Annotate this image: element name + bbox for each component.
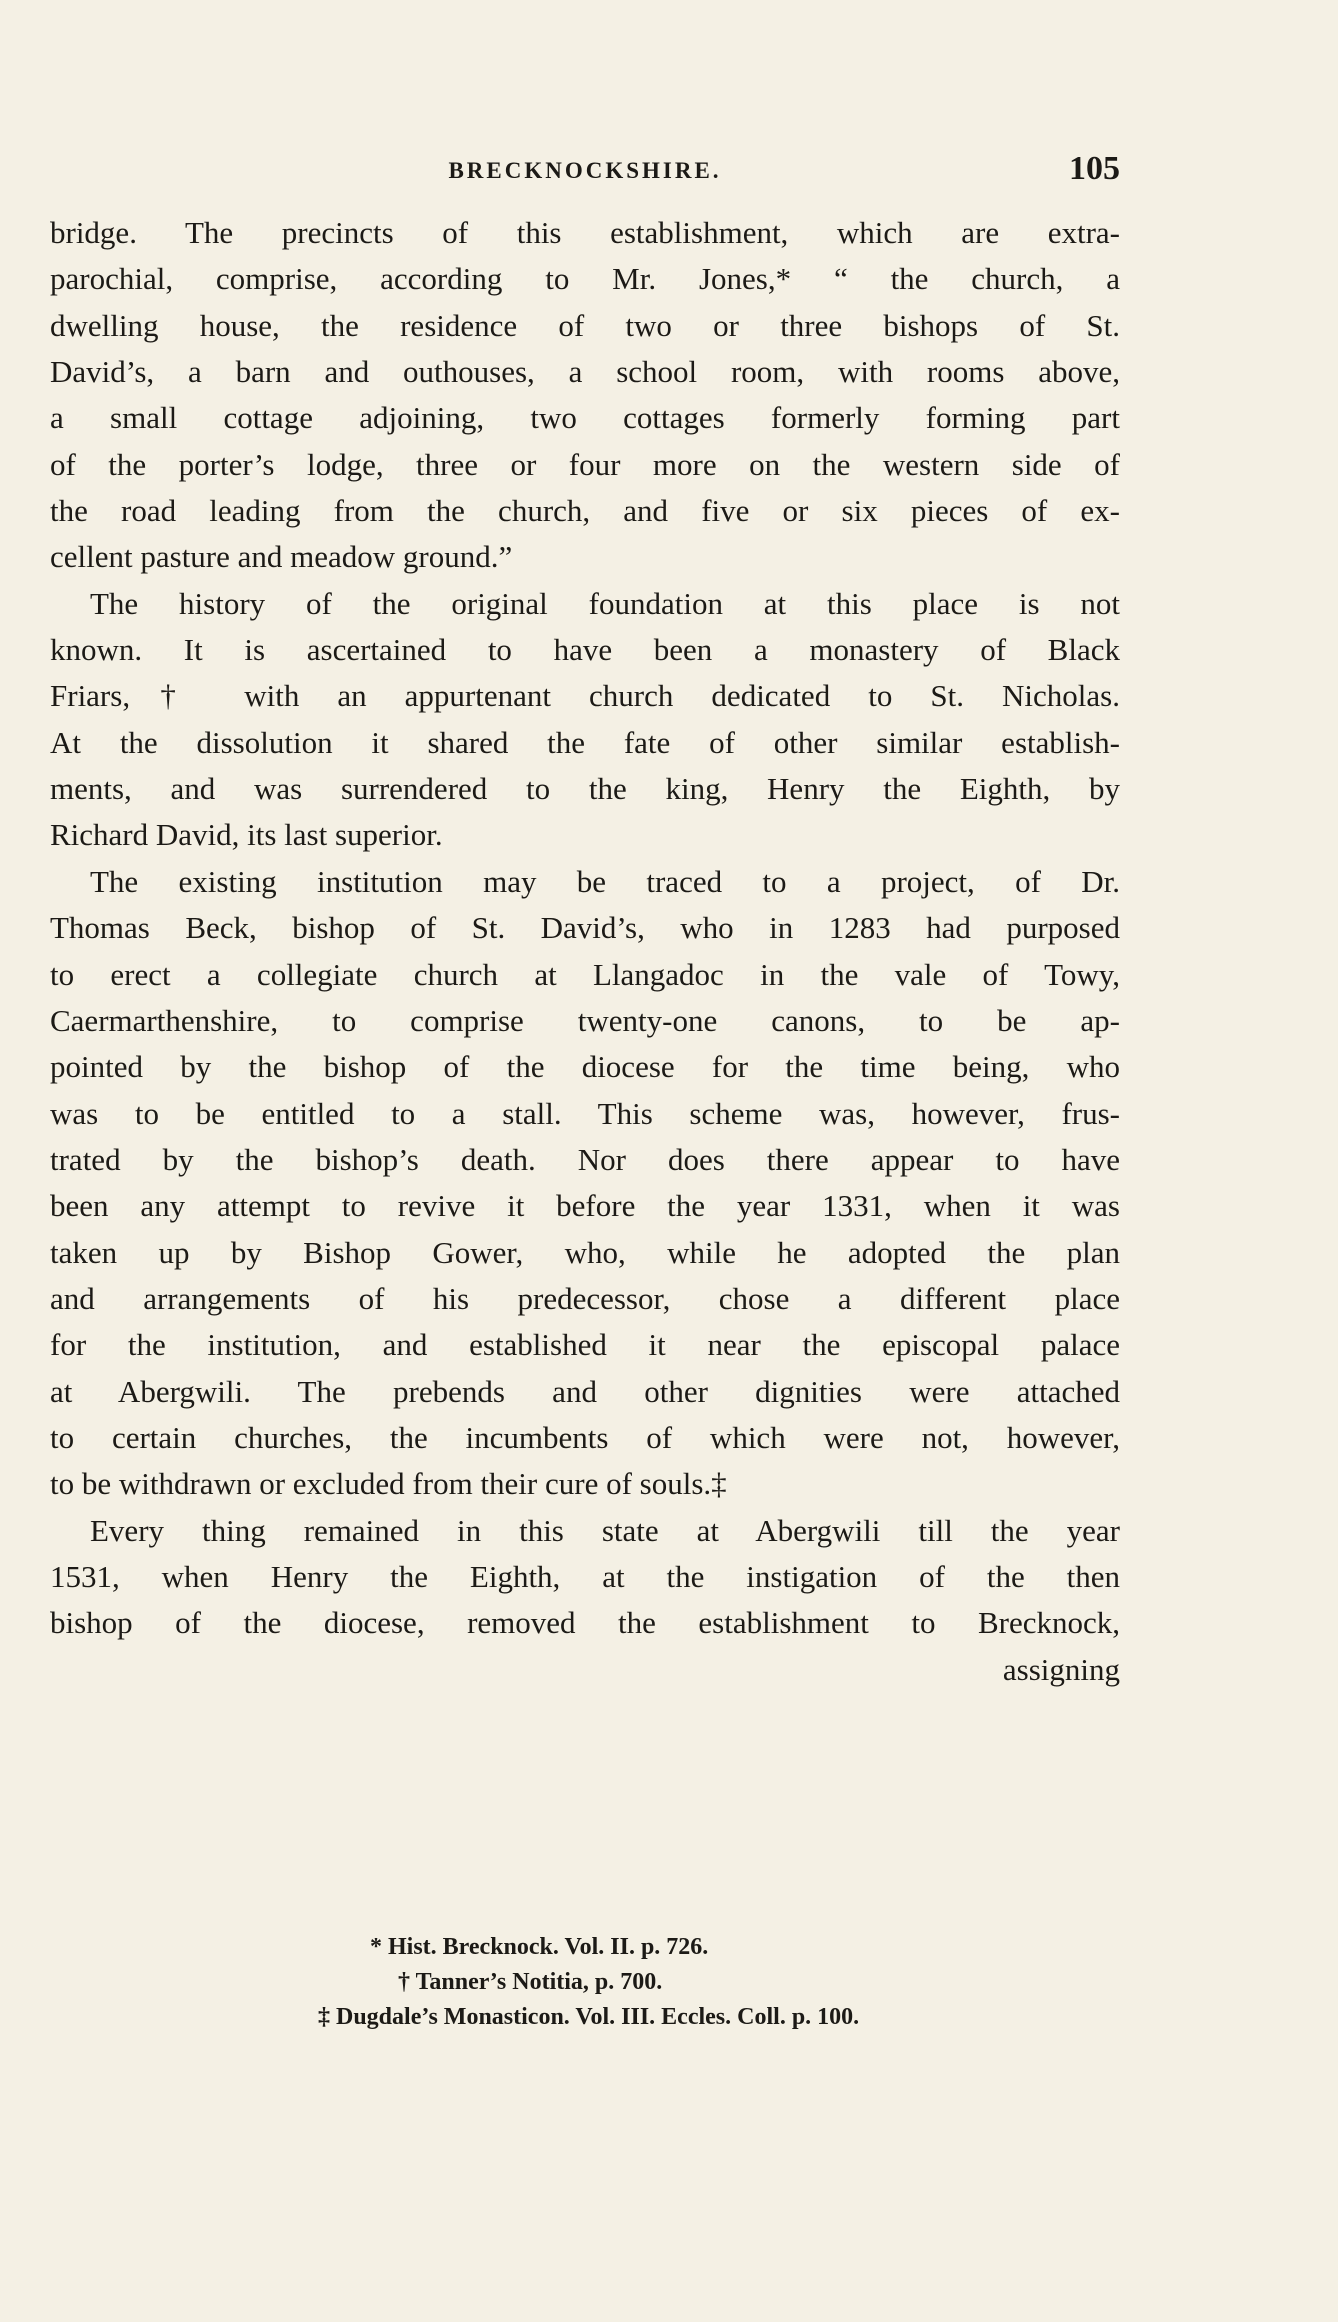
text-line: cellent pasture and meadow ground.” bbox=[50, 539, 513, 575]
text-line: was to be entitled to a stall. This scheme was, however, frus- bbox=[50, 1095, 1120, 1131]
text-line: David’s, a barn and outhouses, a school room, with rooms above, bbox=[50, 354, 1120, 390]
footnotes bbox=[50, 1930, 1120, 2035]
text-line: been any attempt to revive it before the year 1331, when it was bbox=[50, 1188, 1120, 1224]
text-line: bishop of the diocese, removed the establishment to Brecknock, bbox=[50, 1605, 1120, 1641]
catchword: assigning bbox=[1002, 1651, 1120, 1687]
text-line: Caermarthenshire, to comprise twenty-one canons, to be ap- bbox=[50, 1002, 1120, 1038]
text-line: bridge. The precincts of this establishment, which are extra- bbox=[50, 215, 1120, 250]
text-line: pointed by the bishop of the diocese for the time being, who bbox=[50, 1049, 1120, 1085]
text-line: and arrangements of his predecessor, chose a different place bbox=[50, 1280, 1120, 1316]
text-line: taken up by Bishop Gower, who, while he adopted the plan bbox=[50, 1234, 1120, 1270]
text-line: 1531, when Henry the Eighth, at the instigation of the then bbox=[50, 1558, 1120, 1594]
text-line: The existing institution may be traced to a project, of Dr. bbox=[90, 863, 1120, 899]
running-head bbox=[50, 150, 1120, 200]
text-line: The history of the original foundation at this place is not bbox=[90, 585, 1120, 621]
text-line: trated by the bishop’s death. Nor does there appear to have bbox=[50, 1141, 1120, 1177]
text-line: parochial, comprise, according to Mr. Jones,* “ the church, a bbox=[50, 261, 1120, 297]
text-line: ments, and was surrendered to the king, Henry the Eighth, by bbox=[50, 771, 1120, 807]
text-line: Thomas Beck, bishop of St. David’s, who in 1283 had purposed bbox=[50, 910, 1120, 946]
text-line: to erect a collegiate church at Llangadoc in the vale of Towy, bbox=[50, 956, 1120, 992]
text-line: to certain churches, the incumbents of which were not, however, bbox=[50, 1419, 1120, 1455]
text-line: the road leading from the church, and five or six pieces of ex- bbox=[50, 493, 1120, 529]
text-line: a small cottage adjoining, two cottages formerly forming part bbox=[50, 400, 1120, 436]
text-line: to be withdrawn or excluded from their cure of souls.‡ bbox=[50, 1466, 727, 1502]
footnote: * Hist. Brecknock. Vol. II. p. 726. bbox=[370, 1934, 709, 1960]
text-line: At the dissolution it shared the fate of other similar establish- bbox=[50, 724, 1120, 760]
footnote: † Tanner’s Notitia, p. 700. bbox=[398, 1969, 663, 1995]
footnote: ‡ Dugdale’s Monasticon. Vol. III. Eccles. Coll. p. 100. bbox=[318, 2004, 860, 2030]
body-text bbox=[50, 210, 1120, 1693]
text-line: at Abergwili. The prebends and other dignities were attached bbox=[50, 1373, 1120, 1409]
running-title: BRECKNOCKSHIRE. bbox=[448, 158, 722, 183]
text-line: Friars,† with an appurtenant church dedicated to St. Nicholas. bbox=[50, 678, 1120, 714]
text-line: dwelling house, the residence of two or three bishops of St. bbox=[50, 307, 1120, 343]
text-line: Every thing remained in this state at Abergwili till the year bbox=[90, 1512, 1120, 1548]
text-line: for the institution, and established it near the episcopal palace bbox=[50, 1327, 1120, 1363]
text-line: of the porter’s lodge, three or four more on the western side of bbox=[50, 446, 1120, 482]
text-line: Richard David, its last superior. bbox=[50, 817, 443, 853]
page-number: 105 bbox=[1069, 150, 1120, 187]
text-line: known. It is ascertained to have been a monastery of Black bbox=[50, 632, 1120, 668]
